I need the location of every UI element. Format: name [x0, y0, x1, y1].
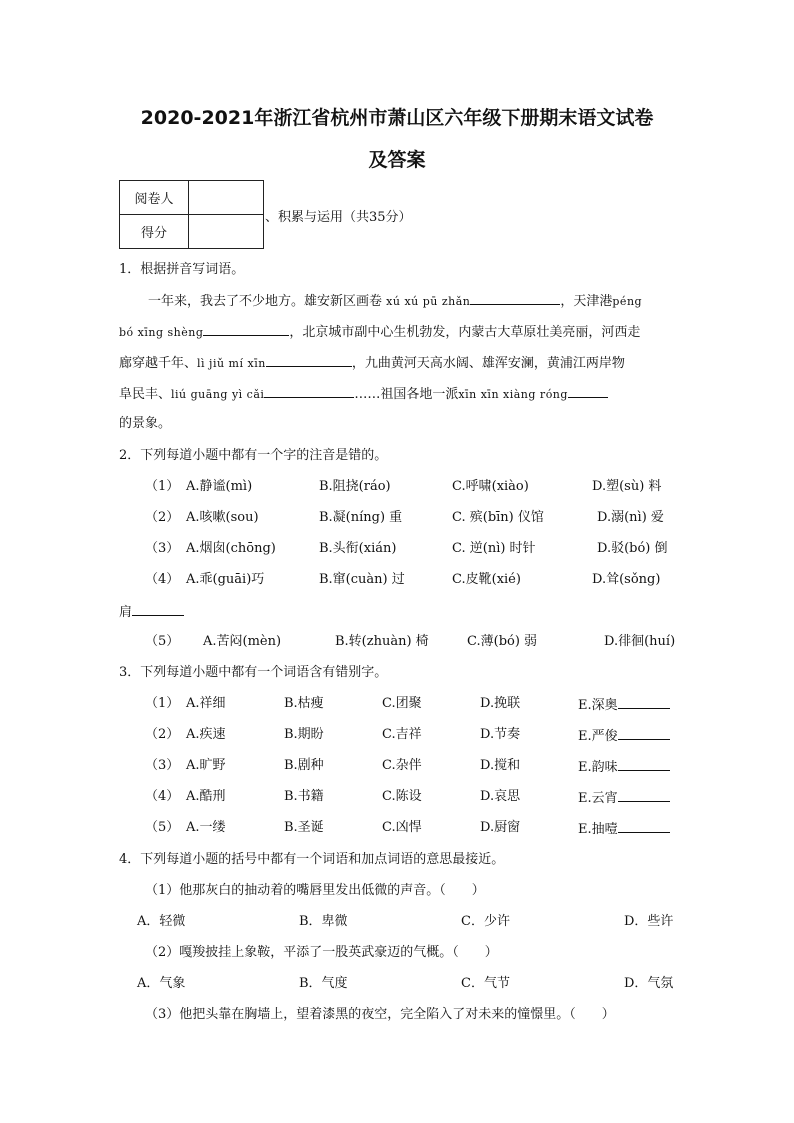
answer-blank[interactable]	[132, 602, 184, 616]
q4-1-option-d: D．些许	[624, 914, 674, 929]
q3-option-d: D.节奏	[480, 727, 521, 742]
q2-option-b: B.窜(cuàn) 过	[319, 572, 405, 587]
q1-line1	[148, 291, 642, 311]
q3-option-a: A.酷刑	[186, 789, 226, 804]
q3-option-e-text: E.严俊	[578, 729, 618, 744]
q4-1-option-a: A．轻微	[137, 914, 186, 929]
q3-option-e-text: E.抽噎	[578, 822, 618, 837]
q2-option-a: A.烟囱(chōng)	[186, 541, 276, 556]
score-value[interactable]	[189, 215, 264, 249]
q2-row-num: （2）	[145, 510, 180, 525]
q1-line2	[119, 322, 640, 342]
q2-option-b: B.阻挠(ráo)	[319, 479, 391, 494]
q2-option-d: D.溺(nì) 爱	[597, 510, 664, 525]
q2-option-d: D.驳(bó) 倒	[597, 541, 668, 556]
score-label: 得分	[120, 215, 189, 249]
q3-option-e-text: E.韵味	[578, 760, 618, 775]
q3-option-a: A.祥细	[186, 696, 226, 711]
q3-option-b: B.期盼	[284, 727, 324, 742]
q3-option-c: C.杂伴	[382, 758, 422, 773]
q3-option-e	[578, 757, 670, 777]
q2-option-d: D.耸(sǒng)	[592, 572, 661, 587]
q4-1-option-c: C．少许	[461, 914, 510, 929]
q2-option-b: B.头衔(xián)	[319, 541, 397, 556]
q4-2-option-a: A．气象	[137, 976, 186, 991]
q3-row-num: （1）	[145, 696, 180, 711]
q2-option-c: C.薄(bó) 弱	[467, 634, 538, 649]
q2-option-c: C.皮靴(xié)	[452, 572, 521, 587]
q3-option-b: B.枯瘦	[284, 696, 324, 711]
q3-option-e	[578, 726, 670, 746]
q2-option-a: A.静谧(mì)	[186, 479, 253, 494]
q3-option-e	[578, 788, 670, 808]
q3-option-b: B.剧种	[284, 758, 324, 773]
q3-option-b: B.圣诞	[284, 820, 324, 835]
document-title-line2: 及答案	[368, 149, 426, 171]
q1-text: ，九曲黄河天高水阔、雄浑安澜，黄浦江两岸物	[351, 356, 625, 371]
pinyin: xú xú pū zhǎn	[386, 295, 471, 308]
q1-text: 一年来，我去了不少地方。雄安新区画卷	[148, 294, 383, 309]
q2-option-b: B.转(zhuàn) 椅	[335, 634, 429, 649]
q3-row-num: （4）	[145, 789, 180, 804]
q3-option-d: D.厨窗	[480, 820, 521, 835]
section-heading: 、积累与运用（共35分）	[265, 210, 412, 225]
q1-line3	[119, 353, 625, 373]
q3-option-b: B.书籍	[284, 789, 324, 804]
answer-blank[interactable]	[568, 384, 608, 398]
q3-option-c: C.团聚	[382, 696, 422, 711]
q3-option-d: D.哀思	[480, 789, 521, 804]
q3-option-e-text: E.深奥	[578, 698, 618, 713]
q2-option-a: A.咳嗽(sou)	[186, 510, 259, 525]
answer-blank[interactable]	[618, 757, 670, 771]
q2-row-num: （3）	[145, 541, 180, 556]
q1-prompt: 1．根据拼音写词语。	[119, 262, 245, 277]
q1-text: ……祖国各地一派	[354, 387, 459, 402]
q3-option-d: D.挽联	[480, 696, 521, 711]
q1-text: 阜民丰、	[119, 387, 172, 402]
q3-option-e-text: E.云宵	[578, 791, 618, 806]
q4-prompt: 4．下列每道小题的括号中都有一个词语和加点词语的意思最接近。	[119, 852, 505, 867]
q1-text: 廊穿越千年、	[119, 356, 198, 371]
q1-text: ，北京城市副中心生机勃发，内蒙古大草原壮美亮丽，河西走	[289, 325, 641, 340]
q3-option-c: C.凶悍	[382, 820, 422, 835]
q4-2-option-d: D．气氛	[624, 976, 674, 991]
q1-line5: 的景象。	[119, 416, 172, 431]
answer-blank[interactable]	[203, 322, 289, 336]
q3-option-a: A.疾速	[186, 727, 226, 742]
q3-option-c: C.吉祥	[382, 727, 422, 742]
q2-prompt: 2．下列每道小题中都有一个字的注音是错的。	[119, 448, 388, 463]
q2-option-a: A.苦闷(mèn)	[203, 634, 282, 649]
pinyin: bó xīng shèng	[119, 326, 204, 339]
answer-blank[interactable]	[618, 788, 670, 802]
reviewer-label: 阅卷人	[120, 181, 189, 215]
answer-blank[interactable]	[264, 384, 354, 398]
q2-row-num: （4）	[145, 572, 180, 587]
q3-row-num: （2）	[145, 727, 180, 742]
answer-blank[interactable]	[470, 291, 560, 305]
grader-table	[119, 180, 264, 249]
answer-blank[interactable]	[618, 695, 670, 709]
reviewer-value[interactable]	[189, 181, 264, 215]
pinyin: xīn xīn xiàng róng	[458, 388, 568, 401]
q4-1-option-b: B．卑微	[299, 914, 348, 929]
pinyin: lì jiǔ mí xīn	[197, 357, 266, 370]
pinyin: liú guāng yì cǎi	[171, 388, 265, 401]
q2-option-d: D.塑(sù) 料	[592, 479, 662, 494]
q2-row4-tail: 肩	[119, 605, 133, 620]
q3-prompt: 3．下列每道小题中都有一个词语含有错别字。	[119, 665, 388, 680]
q3-row-num: （5）	[145, 820, 180, 835]
document-title-line1: 2020-2021年浙江省杭州市萧山区六年级下册期末语文试卷	[140, 107, 654, 129]
answer-blank[interactable]	[618, 819, 670, 833]
q4-stem-2: （2）嘎羧披挂上象鞍，平添了一股英武豪迈的气概。（ ）	[145, 945, 498, 960]
q2-row-num: （1）	[145, 479, 180, 494]
q3-option-d: D.搅和	[480, 758, 521, 773]
q4-2-option-c: C．气节	[461, 976, 510, 991]
q1-line4	[119, 384, 608, 404]
answer-blank[interactable]	[618, 726, 670, 740]
q4-stem-3: （3）他把头靠在胸墙上，望着漆黑的夜空，完全陷入了对未来的憧憬里。（ ）	[145, 1007, 615, 1022]
q3-option-a: A.一缕	[186, 820, 226, 835]
q4-2-option-b: B．气度	[299, 976, 348, 991]
q2-option-c: C. 殡(bīn) 仪馆	[452, 510, 544, 525]
q2-option-a: A.乖(guāi)巧	[186, 572, 265, 587]
q3-option-c: C.陈设	[382, 789, 422, 804]
q2-option-d: D.徘徊(huí)	[604, 634, 676, 649]
q3-option-e	[578, 695, 670, 715]
q3-row-num: （3）	[145, 758, 180, 773]
q2-row-num: （5）	[145, 634, 180, 649]
q2-option-c: C.呼啸(xiào)	[452, 479, 529, 494]
q3-option-a: A.旷野	[186, 758, 226, 773]
q2-option-c: C. 逆(nì) 时针	[452, 541, 536, 556]
answer-blank[interactable]	[266, 353, 352, 367]
q2-option-b: B.凝(níng) 重	[319, 510, 403, 525]
q4-stem-1: （1）他那灰白的抽动着的嘴唇里发出低微的声音。（ ）	[145, 883, 485, 898]
q2-row4-continuation	[119, 602, 184, 622]
pinyin: péng	[612, 295, 643, 308]
q1-text: ，天津港	[560, 294, 613, 309]
q3-option-e	[578, 819, 670, 839]
